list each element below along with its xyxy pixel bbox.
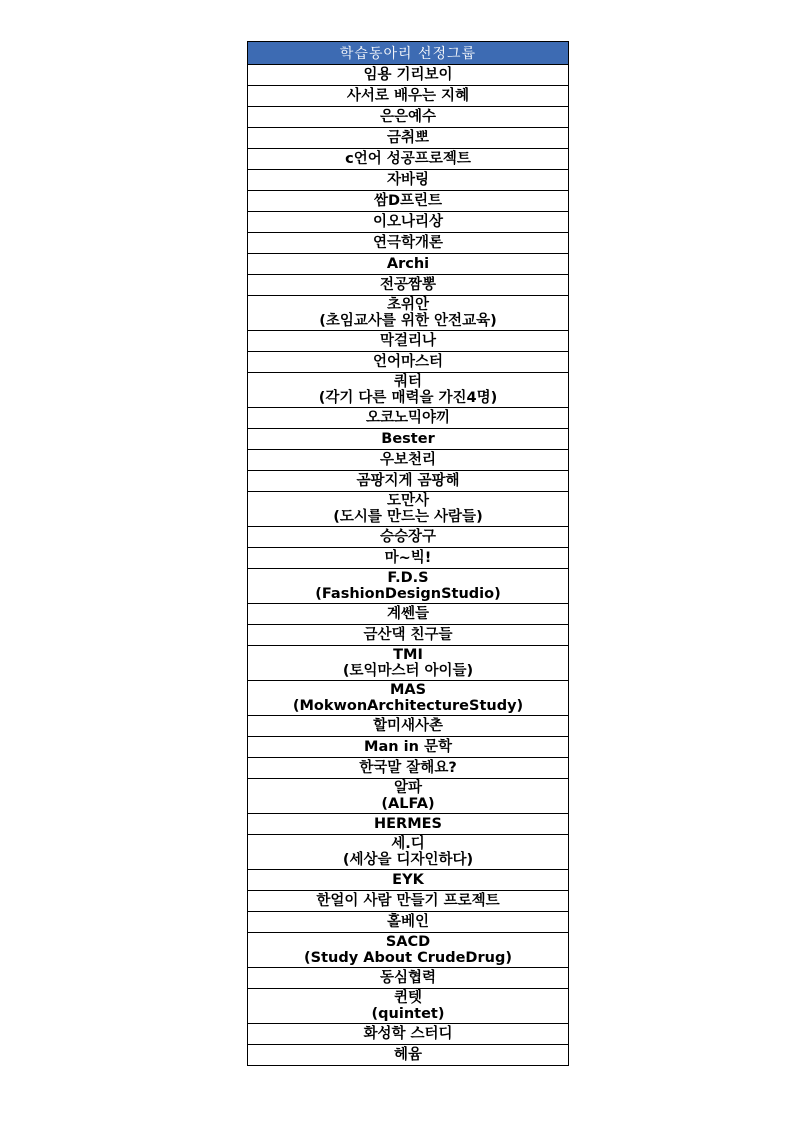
table-row [248, 492, 568, 527]
table-row [248, 254, 568, 275]
group-name: 헤윰 [393, 1047, 422, 1063]
group-subtitle: (토익마스터 아이들) [342, 663, 474, 679]
table-row [248, 548, 568, 569]
group-name: 금취뽀 [386, 130, 430, 146]
group-name: 연극학개론 [372, 235, 444, 251]
study-groups-table [247, 41, 569, 1066]
group-name: TMI [393, 647, 423, 663]
group-name: Man in 문학 [364, 739, 452, 755]
group-name: 한얼이 사람 만들기 프로젝트 [316, 893, 500, 909]
table-row [248, 646, 568, 681]
table-row [248, 212, 568, 233]
table-row [248, 870, 568, 891]
table-row [248, 968, 568, 989]
group-name: 화성학 스터디 [363, 1026, 453, 1042]
table-row [248, 835, 568, 870]
group-subtitle: (각기 다른 매력을 가진4명) [318, 390, 498, 406]
group-name: 한국말 잘해요? [359, 760, 457, 776]
group-name: 막걸리나 [379, 333, 437, 349]
table-row [248, 296, 568, 331]
group-name: MAS [389, 682, 427, 698]
group-name: F.D.S [387, 570, 429, 586]
group-name: 임용 기리보이 [363, 67, 453, 83]
group-name: HERMES [374, 816, 442, 832]
group-subtitle: (quintet) [371, 1006, 445, 1022]
table-row [248, 149, 568, 170]
group-name: Bester [381, 431, 435, 447]
group-name: c언어 성공프로젝트 [345, 151, 471, 167]
table-row [248, 912, 568, 933]
table-row [248, 408, 568, 429]
table-row [248, 429, 568, 450]
group-subtitle: (초임교사를 위한 안전교육) [319, 313, 497, 329]
group-name: 이오나리상 [372, 214, 444, 230]
group-subtitle: (MokwonArchitectureStudy) [292, 698, 524, 714]
table-row [248, 625, 568, 646]
group-name: Archi [386, 256, 430, 272]
group-name: 할미새사촌 [372, 718, 444, 734]
group-name: 쌈D프린트 [373, 193, 443, 209]
group-name: 알파 [393, 780, 422, 796]
group-name: 언어마스터 [372, 354, 444, 370]
group-name: 마~빅! [384, 550, 432, 566]
group-name: 금산댁 친구들 [363, 627, 453, 643]
group-name: 계쎈들 [386, 606, 430, 622]
table-row [248, 716, 568, 737]
group-name: 쿼터 [393, 374, 422, 390]
group-name: 초위안 [386, 297, 430, 313]
table-row [248, 933, 568, 968]
group-name: 도만사 [386, 493, 430, 509]
group-name: 은은예수 [379, 109, 437, 125]
group-name: 사서로 배우는 지혜 [346, 88, 470, 104]
group-name: SACD [385, 934, 431, 950]
table-row [248, 604, 568, 625]
table-row [248, 86, 568, 107]
group-name: 홀베인 [386, 914, 430, 930]
table-row [248, 352, 568, 373]
group-subtitle: (ALFA) [381, 796, 435, 812]
table-row [248, 331, 568, 352]
table-row [248, 373, 568, 408]
table-row [248, 779, 568, 814]
table-body [248, 65, 568, 1066]
group-name: 승승장구 [379, 529, 437, 545]
table-row [248, 569, 568, 604]
table-row [248, 1024, 568, 1045]
table-row [248, 681, 568, 716]
group-name: 우보천리 [379, 452, 437, 468]
group-name: 세.디 [391, 836, 425, 852]
table-row [248, 737, 568, 758]
table-row [248, 107, 568, 128]
table-row [248, 450, 568, 471]
table-row [248, 191, 568, 212]
group-name: EYK [392, 872, 424, 888]
group-subtitle: (도시를 만드는 사람들) [333, 509, 483, 525]
group-subtitle: (Study About CrudeDrug) [304, 950, 512, 966]
table-row [248, 1045, 568, 1066]
table-row [248, 758, 568, 779]
group-name: 곰팡지게 곰팡해 [356, 473, 460, 489]
group-subtitle: (FashionDesignStudio) [315, 586, 501, 602]
table-row [248, 471, 568, 492]
table-row [248, 170, 568, 191]
table-row [248, 814, 568, 835]
table-row [248, 989, 568, 1024]
group-name: 퀸텟 [393, 990, 422, 1006]
table-header: 학습동아리 선정그룹 [248, 42, 568, 65]
group-subtitle: (세상을 디자인하다) [342, 852, 474, 868]
group-name: 오코노믹야끼 [365, 410, 451, 426]
table-row [248, 233, 568, 254]
group-name: 전공짬뽕 [379, 277, 437, 293]
table-row [248, 65, 568, 86]
table-row [248, 128, 568, 149]
table-row [248, 275, 568, 296]
group-name: 동심협력 [379, 970, 437, 986]
table-row [248, 891, 568, 912]
table-row [248, 527, 568, 548]
group-name: 자바링 [386, 172, 430, 188]
